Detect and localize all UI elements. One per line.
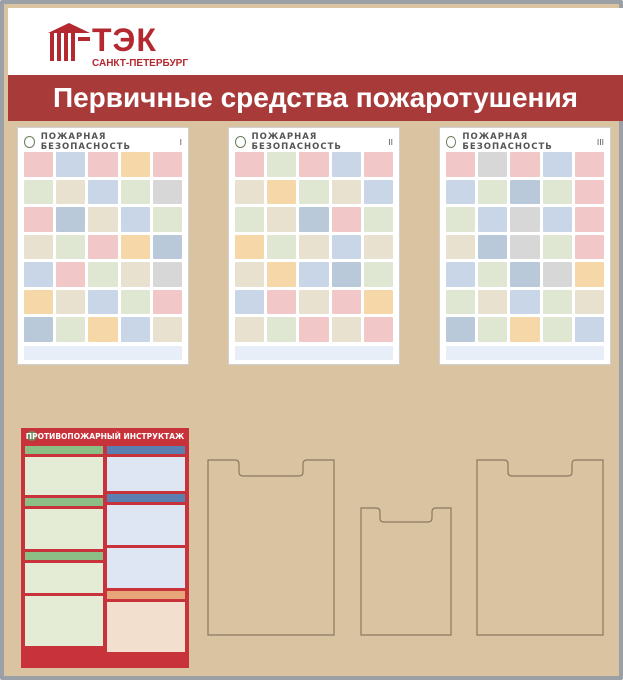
tek-logo [48,18,208,73]
poster-footer [235,346,393,360]
poster-header [235,134,393,150]
header-strip [8,8,623,75]
emblem-icon [24,136,35,148]
poster-header [24,134,182,150]
instruction-right-column [107,446,185,656]
poster-number: II [388,137,393,147]
poster-illustrations [235,152,393,342]
poster-number: III [596,137,604,147]
poster-number: I [179,137,182,147]
pocket-a4-right[interactable] [476,456,604,636]
logo-brand: ТЭК [92,22,157,58]
poster-header [446,134,604,150]
emblem-icon [446,136,456,148]
poster-illustrations [24,152,182,342]
page-title: Первичные средства пожаротушения [52,82,579,113]
building-logo-icon [48,23,90,63]
poster-footer [446,346,604,360]
poster-fire-instruction [21,428,189,668]
poster-footer [24,346,182,360]
poster-fire-safety-3 [440,128,610,364]
poster-title: ПРОТИВОПОЖАРНЫЙ ИНСТРУКТАЖ [25,432,185,441]
pocket-a5-middle[interactable] [360,504,452,636]
instruction-left-column [25,446,103,656]
emblem-icon [235,136,246,148]
poster-illustrations [446,152,604,342]
poster-title: ПОЖАРНАЯ БЕЗОПАСНОСТЬ [251,132,342,152]
logo-city: САНКТ-ПЕТЕРБУРГ [92,58,189,69]
poster-fire-safety-2 [229,128,399,364]
poster-title: ПОЖАРНАЯ БЕЗОПАСНОСТЬ [462,132,553,152]
poster-title: ПОЖАРНАЯ БЕЗОПАСНОСТЬ [40,132,132,152]
pocket-a4-left[interactable] [207,456,335,636]
poster-fire-safety-1 [18,128,188,364]
title-bar [8,75,623,121]
